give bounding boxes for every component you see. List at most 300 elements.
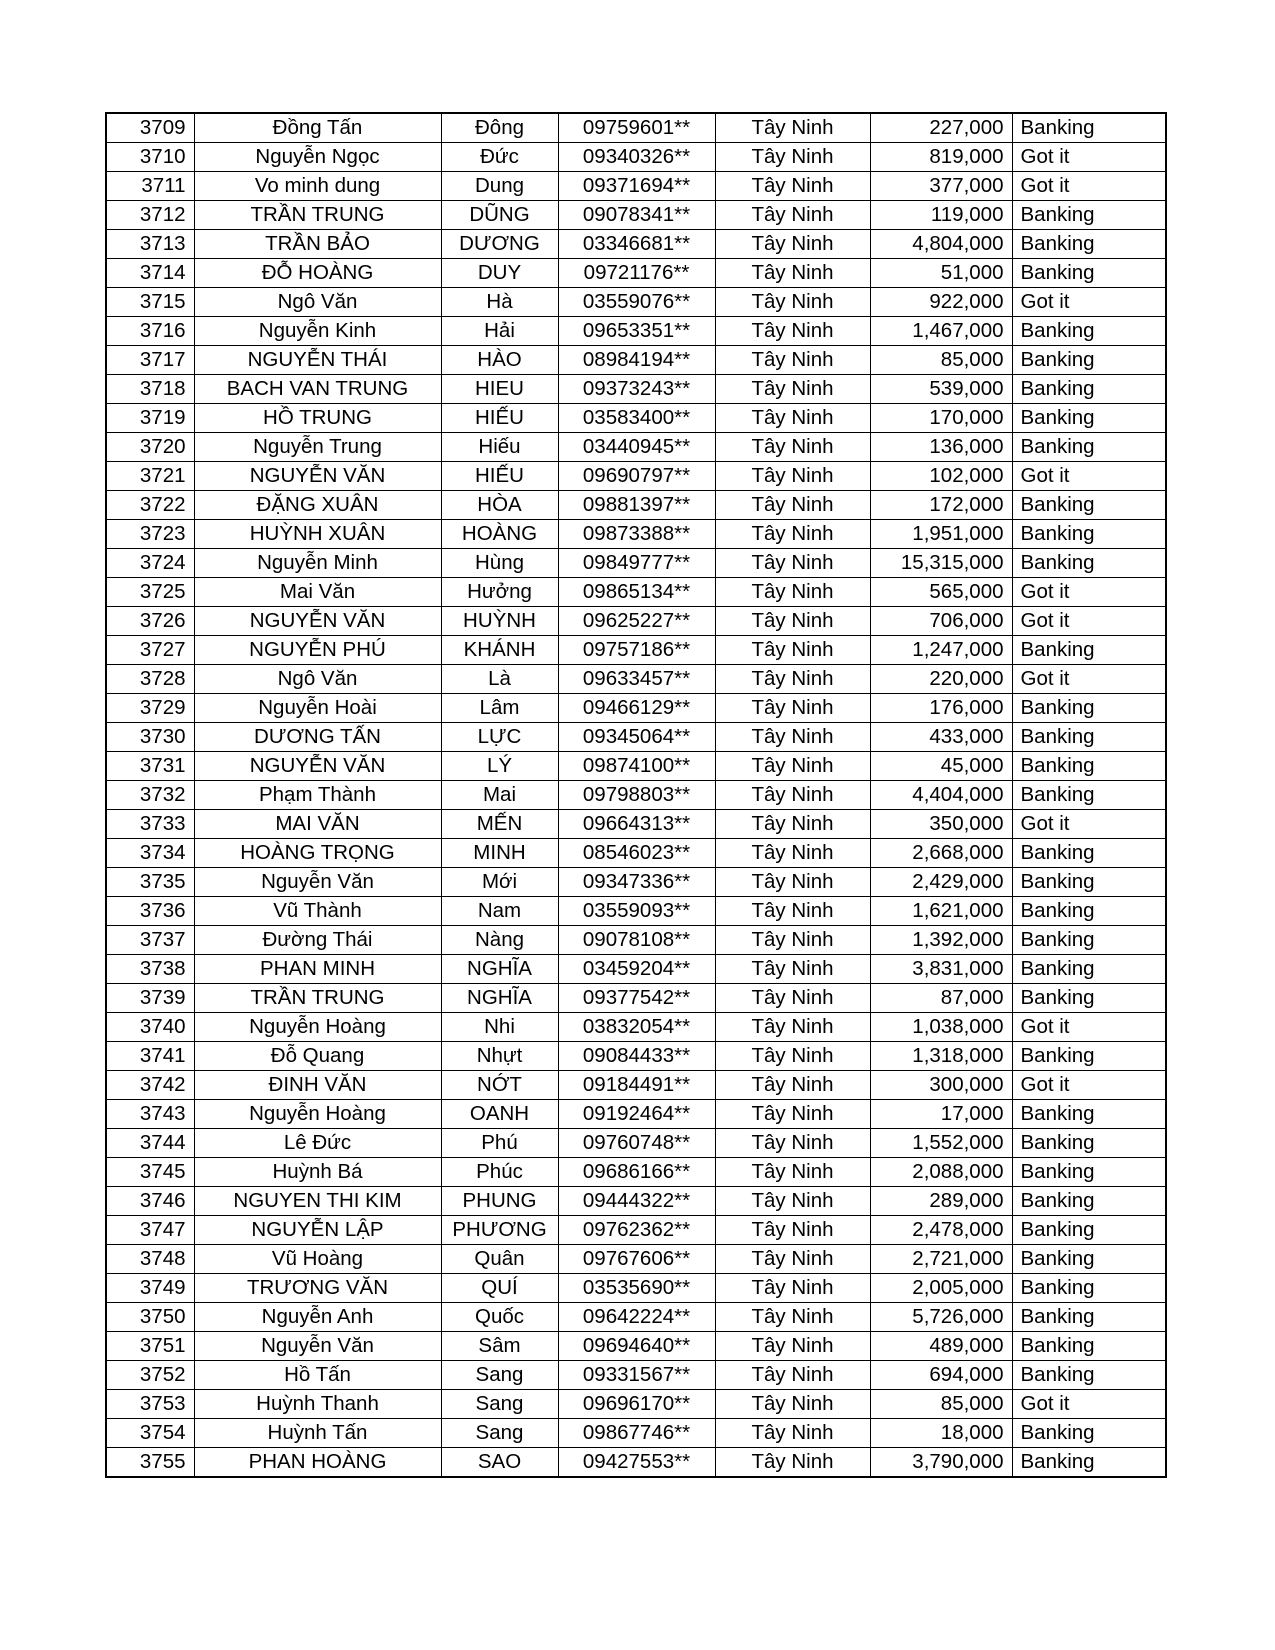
table-row [106,1448,1166,1478]
phone-number-cell: 09345064** [558,723,715,752]
given-name-cell: Nam [441,897,558,926]
province-cell: Tây Ninh [715,143,870,172]
province-cell: Tây Ninh [715,1042,870,1071]
amount-cell: 172,000 [870,491,1012,520]
given-name-cell: PHƯƠNG [441,1216,558,1245]
phone-number-cell: 09694640** [558,1332,715,1361]
province-cell: Tây Ninh [715,1303,870,1332]
given-name-cell: QUÍ [441,1274,558,1303]
table-row [106,113,1166,143]
given-name-cell: HIẾU [441,404,558,433]
table-row [106,1100,1166,1129]
table-row [106,781,1166,810]
table-row [106,1071,1166,1100]
surname-cell: Nguyễn Văn [194,868,441,897]
province-cell: Tây Ninh [715,1332,870,1361]
row-number-cell: 3732 [106,781,194,810]
payment-method-cell: Got it [1012,810,1166,839]
table-row [106,1013,1166,1042]
phone-number-cell: 09873388** [558,520,715,549]
surname-cell: HỒ TRUNG [194,404,441,433]
table-row [106,346,1166,375]
payment-method-cell: Banking [1012,259,1166,288]
amount-cell: 377,000 [870,172,1012,201]
payment-method-cell: Got it [1012,1071,1166,1100]
table-row [106,1274,1166,1303]
table-row [106,491,1166,520]
surname-cell: Vũ Thành [194,897,441,926]
amount-cell: 2,005,000 [870,1274,1012,1303]
amount-cell: 2,429,000 [870,868,1012,897]
phone-number-cell: 09849777** [558,549,715,578]
row-number-cell: 3712 [106,201,194,230]
phone-number-cell: 09690797** [558,462,715,491]
phone-number-cell: 09078341** [558,201,715,230]
given-name-cell: Sâm [441,1332,558,1361]
given-name-cell: LÝ [441,752,558,781]
phone-number-cell: 09340326** [558,143,715,172]
surname-cell: NGUYEN THI KIM [194,1187,441,1216]
province-cell: Tây Ninh [715,868,870,897]
amount-cell: 51,000 [870,259,1012,288]
amount-cell: 706,000 [870,607,1012,636]
phone-number-cell: 09664313** [558,810,715,839]
phone-number-cell: 09184491** [558,1071,715,1100]
amount-cell: 102,000 [870,462,1012,491]
amount-cell: 170,000 [870,404,1012,433]
province-cell: Tây Ninh [715,259,870,288]
given-name-cell: Hà [441,288,558,317]
surname-cell: NGUYỄN VĂN [194,752,441,781]
amount-cell: 1,038,000 [870,1013,1012,1042]
province-cell: Tây Ninh [715,172,870,201]
given-name-cell: Nhi [441,1013,558,1042]
table-row [106,317,1166,346]
row-number-cell: 3745 [106,1158,194,1187]
amount-cell: 220,000 [870,665,1012,694]
phone-number-cell: 03832054** [558,1013,715,1042]
given-name-cell: Lâm [441,694,558,723]
given-name-cell: Sang [441,1361,558,1390]
payment-method-cell: Got it [1012,172,1166,201]
surname-cell: Đường Thái [194,926,441,955]
surname-cell: ĐỖ HOÀNG [194,259,441,288]
phone-number-cell: 09865134** [558,578,715,607]
table-row [106,288,1166,317]
row-number-cell: 3730 [106,723,194,752]
given-name-cell: Quân [441,1245,558,1274]
table-row [106,694,1166,723]
phone-number-cell: 03440945** [558,433,715,462]
province-cell: Tây Ninh [715,549,870,578]
province-cell: Tây Ninh [715,1216,870,1245]
payment-method-cell: Banking [1012,1303,1166,1332]
surname-cell: Nguyễn Văn [194,1332,441,1361]
row-number-cell: 3714 [106,259,194,288]
given-name-cell: KHÁNH [441,636,558,665]
row-number-cell: 3728 [106,665,194,694]
table-row [106,1419,1166,1448]
given-name-cell: SAO [441,1448,558,1478]
amount-cell: 119,000 [870,201,1012,230]
surname-cell: ĐINH VĂN [194,1071,441,1100]
surname-cell: Vũ Hoàng [194,1245,441,1274]
phone-number-cell: 09881397** [558,491,715,520]
phone-number-cell: 09642224** [558,1303,715,1332]
row-number-cell: 3726 [106,607,194,636]
surname-cell: TRẦN BẢO [194,230,441,259]
table-row [106,433,1166,462]
phone-number-cell: 09721176** [558,259,715,288]
given-name-cell: Nhựt [441,1042,558,1071]
province-cell: Tây Ninh [715,1071,870,1100]
amount-cell: 18,000 [870,1419,1012,1448]
province-cell: Tây Ninh [715,1245,870,1274]
phone-number-cell: 08984194** [558,346,715,375]
payment-method-cell: Banking [1012,1419,1166,1448]
amount-cell: 1,467,000 [870,317,1012,346]
table-row [106,1042,1166,1071]
surname-cell: TRƯƠNG VĂN [194,1274,441,1303]
surname-cell: NGUYỄN VĂN [194,607,441,636]
table-row [106,810,1166,839]
surname-cell: Đồng Tấn [194,113,441,143]
row-number-cell: 3737 [106,926,194,955]
given-name-cell: Mai [441,781,558,810]
payment-method-cell: Banking [1012,1332,1166,1361]
surname-cell: NGUYỄN LẬP [194,1216,441,1245]
province-cell: Tây Ninh [715,955,870,984]
surname-cell: Nguyễn Trung [194,433,441,462]
given-name-cell: HIEU [441,375,558,404]
phone-number-cell: 09347336** [558,868,715,897]
amount-cell: 694,000 [870,1361,1012,1390]
amount-cell: 2,668,000 [870,839,1012,868]
row-number-cell: 3746 [106,1187,194,1216]
amount-cell: 1,392,000 [870,926,1012,955]
table-row [106,636,1166,665]
given-name-cell: Hùng [441,549,558,578]
row-number-cell: 3720 [106,433,194,462]
given-name-cell: Phúc [441,1158,558,1187]
given-name-cell: NỚT [441,1071,558,1100]
row-number-cell: 3710 [106,143,194,172]
phone-number-cell: 09757186** [558,636,715,665]
province-cell: Tây Ninh [715,346,870,375]
province-cell: Tây Ninh [715,1158,870,1187]
table-row [106,839,1166,868]
payment-method-cell: Banking [1012,694,1166,723]
amount-cell: 300,000 [870,1071,1012,1100]
surname-cell: Nguyễn Hoàng [194,1100,441,1129]
given-name-cell: Là [441,665,558,694]
amount-cell: 1,621,000 [870,897,1012,926]
row-number-cell: 3733 [106,810,194,839]
amount-cell: 5,726,000 [870,1303,1012,1332]
table-row [106,1303,1166,1332]
payment-method-cell: Got it [1012,1390,1166,1419]
phone-number-cell: 09373243** [558,375,715,404]
surname-cell: Vo minh dung [194,172,441,201]
row-number-cell: 3754 [106,1419,194,1448]
amount-cell: 4,404,000 [870,781,1012,810]
phone-number-cell: 09867746** [558,1419,715,1448]
surname-cell: Nguyễn Anh [194,1303,441,1332]
surname-cell: Nguyễn Hoàng [194,1013,441,1042]
phone-number-cell: 09192464** [558,1100,715,1129]
province-cell: Tây Ninh [715,926,870,955]
row-number-cell: 3711 [106,172,194,201]
amount-cell: 3,831,000 [870,955,1012,984]
surname-cell: Phạm Thành [194,781,441,810]
table-row [106,897,1166,926]
table-body [106,113,1166,1477]
surname-cell: Đỗ Quang [194,1042,441,1071]
surname-cell: Hồ Tấn [194,1361,441,1390]
table-row [106,955,1166,984]
amount-cell: 539,000 [870,375,1012,404]
phone-number-cell: 08546023** [558,839,715,868]
amount-cell: 15,315,000 [870,549,1012,578]
province-cell: Tây Ninh [715,1361,870,1390]
given-name-cell: HIẾU [441,462,558,491]
surname-cell: Nguyễn Ngọc [194,143,441,172]
payment-method-cell: Got it [1012,1013,1166,1042]
surname-cell: NGUYỄN VĂN [194,462,441,491]
row-number-cell: 3725 [106,578,194,607]
row-number-cell: 3722 [106,491,194,520]
given-name-cell: LỰC [441,723,558,752]
surname-cell: DƯƠNG TẤN [194,723,441,752]
payment-method-cell: Banking [1012,1245,1166,1274]
given-name-cell: Dung [441,172,558,201]
phone-number-cell: 03459204** [558,955,715,984]
given-name-cell: Hải [441,317,558,346]
row-number-cell: 3731 [106,752,194,781]
table-row [106,462,1166,491]
given-name-cell: OANH [441,1100,558,1129]
given-name-cell: Mới [441,868,558,897]
amount-cell: 45,000 [870,752,1012,781]
phone-number-cell: 09760748** [558,1129,715,1158]
table-row [106,752,1166,781]
surname-cell: MAI VĂN [194,810,441,839]
province-cell: Tây Ninh [715,201,870,230]
surname-cell: HOÀNG TRỌNG [194,839,441,868]
province-cell: Tây Ninh [715,1419,870,1448]
given-name-cell: Sang [441,1390,558,1419]
province-cell: Tây Ninh [715,462,870,491]
amount-cell: 85,000 [870,346,1012,375]
amount-cell: 227,000 [870,113,1012,143]
payment-method-cell: Banking [1012,1042,1166,1071]
province-cell: Tây Ninh [715,607,870,636]
phone-number-cell: 03559076** [558,288,715,317]
amount-cell: 136,000 [870,433,1012,462]
given-name-cell: DƯƠNG [441,230,558,259]
surname-cell: Ngô Văn [194,288,441,317]
surname-cell: Nguyễn Hoài [194,694,441,723]
row-number-cell: 3727 [106,636,194,665]
surname-cell: Huỳnh Bá [194,1158,441,1187]
surname-cell: HUỲNH XUÂN [194,520,441,549]
amount-cell: 350,000 [870,810,1012,839]
payment-method-cell: Banking [1012,1448,1166,1478]
surname-cell: Nguyễn Minh [194,549,441,578]
phone-number-cell: 03346681** [558,230,715,259]
surname-cell: Nguyễn Kinh [194,317,441,346]
payment-method-cell: Banking [1012,375,1166,404]
phone-number-cell: 09759601** [558,113,715,143]
payment-method-cell: Banking [1012,897,1166,926]
row-number-cell: 3747 [106,1216,194,1245]
amount-cell: 85,000 [870,1390,1012,1419]
row-number-cell: 3753 [106,1390,194,1419]
given-name-cell: Phú [441,1129,558,1158]
row-number-cell: 3719 [106,404,194,433]
payment-method-cell: Banking [1012,549,1166,578]
payment-method-cell: Banking [1012,113,1166,143]
given-name-cell: HOÀNG [441,520,558,549]
row-number-cell: 3729 [106,694,194,723]
table-row [106,1361,1166,1390]
surname-cell: PHAN MINH [194,955,441,984]
row-number-cell: 3736 [106,897,194,926]
payment-method-cell: Banking [1012,1274,1166,1303]
table-row [106,549,1166,578]
table-row [106,201,1166,230]
amount-cell: 17,000 [870,1100,1012,1129]
phone-number-cell: 09633457** [558,665,715,694]
province-cell: Tây Ninh [715,984,870,1013]
province-cell: Tây Ninh [715,433,870,462]
surname-cell: Lê Đức [194,1129,441,1158]
payment-method-cell: Banking [1012,1187,1166,1216]
table-row [106,1332,1166,1361]
phone-number-cell: 09444322** [558,1187,715,1216]
payment-method-cell: Banking [1012,926,1166,955]
table-row [106,868,1166,897]
row-number-cell: 3715 [106,288,194,317]
surname-cell: NGUYỄN THÁI [194,346,441,375]
province-cell: Tây Ninh [715,839,870,868]
row-number-cell: 3716 [106,317,194,346]
amount-cell: 433,000 [870,723,1012,752]
table-row [106,1390,1166,1419]
province-cell: Tây Ninh [715,1390,870,1419]
surname-cell: Ngô Văn [194,665,441,694]
amount-cell: 1,247,000 [870,636,1012,665]
surname-cell: NGUYỄN PHÚ [194,636,441,665]
phone-number-cell: 09625227** [558,607,715,636]
row-number-cell: 3750 [106,1303,194,1332]
table-row [106,926,1166,955]
row-number-cell: 3749 [106,1274,194,1303]
payment-method-cell: Banking [1012,404,1166,433]
payment-method-cell: Got it [1012,607,1166,636]
province-cell: Tây Ninh [715,491,870,520]
table-row [106,984,1166,1013]
province-cell: Tây Ninh [715,752,870,781]
payment-method-cell: Banking [1012,317,1166,346]
phone-number-cell: 09427553** [558,1448,715,1478]
amount-cell: 565,000 [870,578,1012,607]
payment-method-cell: Banking [1012,1361,1166,1390]
row-number-cell: 3723 [106,520,194,549]
row-number-cell: 3735 [106,868,194,897]
province-cell: Tây Ninh [715,317,870,346]
payment-method-cell: Got it [1012,288,1166,317]
row-number-cell: 3724 [106,549,194,578]
row-number-cell: 3713 [106,230,194,259]
phone-number-cell: 09078108** [558,926,715,955]
given-name-cell: Hưởng [441,578,558,607]
province-cell: Tây Ninh [715,723,870,752]
row-number-cell: 3751 [106,1332,194,1361]
payment-method-cell: Banking [1012,781,1166,810]
payment-method-cell: Banking [1012,868,1166,897]
row-number-cell: 3744 [106,1129,194,1158]
payment-method-cell: Banking [1012,636,1166,665]
given-name-cell: MINH [441,839,558,868]
payment-method-cell: Banking [1012,955,1166,984]
row-number-cell: 3743 [106,1100,194,1129]
province-cell: Tây Ninh [715,897,870,926]
province-cell: Tây Ninh [715,578,870,607]
payment-method-cell: Banking [1012,201,1166,230]
amount-cell: 489,000 [870,1332,1012,1361]
amount-cell: 4,804,000 [870,230,1012,259]
phone-number-cell: 09084433** [558,1042,715,1071]
given-name-cell: DUY [441,259,558,288]
surname-cell: Huỳnh Tấn [194,1419,441,1448]
given-name-cell: HÒA [441,491,558,520]
amount-cell: 2,088,000 [870,1158,1012,1187]
province-cell: Tây Ninh [715,810,870,839]
amount-cell: 87,000 [870,984,1012,1013]
province-cell: Tây Ninh [715,520,870,549]
surname-cell: Huỳnh Thanh [194,1390,441,1419]
province-cell: Tây Ninh [715,665,870,694]
row-number-cell: 3717 [106,346,194,375]
payment-method-cell: Banking [1012,346,1166,375]
surname-cell: TRẦN TRUNG [194,201,441,230]
payment-method-cell: Got it [1012,578,1166,607]
province-cell: Tây Ninh [715,113,870,143]
table-row [106,404,1166,433]
row-number-cell: 3709 [106,113,194,143]
phone-number-cell: 09377542** [558,984,715,1013]
table-row [106,1187,1166,1216]
row-number-cell: 3742 [106,1071,194,1100]
payment-method-cell: Banking [1012,491,1166,520]
given-name-cell: MẾN [441,810,558,839]
province-cell: Tây Ninh [715,230,870,259]
province-cell: Tây Ninh [715,781,870,810]
phone-number-cell: 09686166** [558,1158,715,1187]
table-row [106,578,1166,607]
given-name-cell: Hiếu [441,433,558,462]
given-name-cell: Sang [441,1419,558,1448]
given-name-cell: NGHĨA [441,984,558,1013]
table-row [106,375,1166,404]
province-cell: Tây Ninh [715,1129,870,1158]
given-name-cell: Đông [441,113,558,143]
row-number-cell: 3741 [106,1042,194,1071]
table-row [106,259,1166,288]
payment-method-cell: Got it [1012,143,1166,172]
row-number-cell: 3739 [106,984,194,1013]
